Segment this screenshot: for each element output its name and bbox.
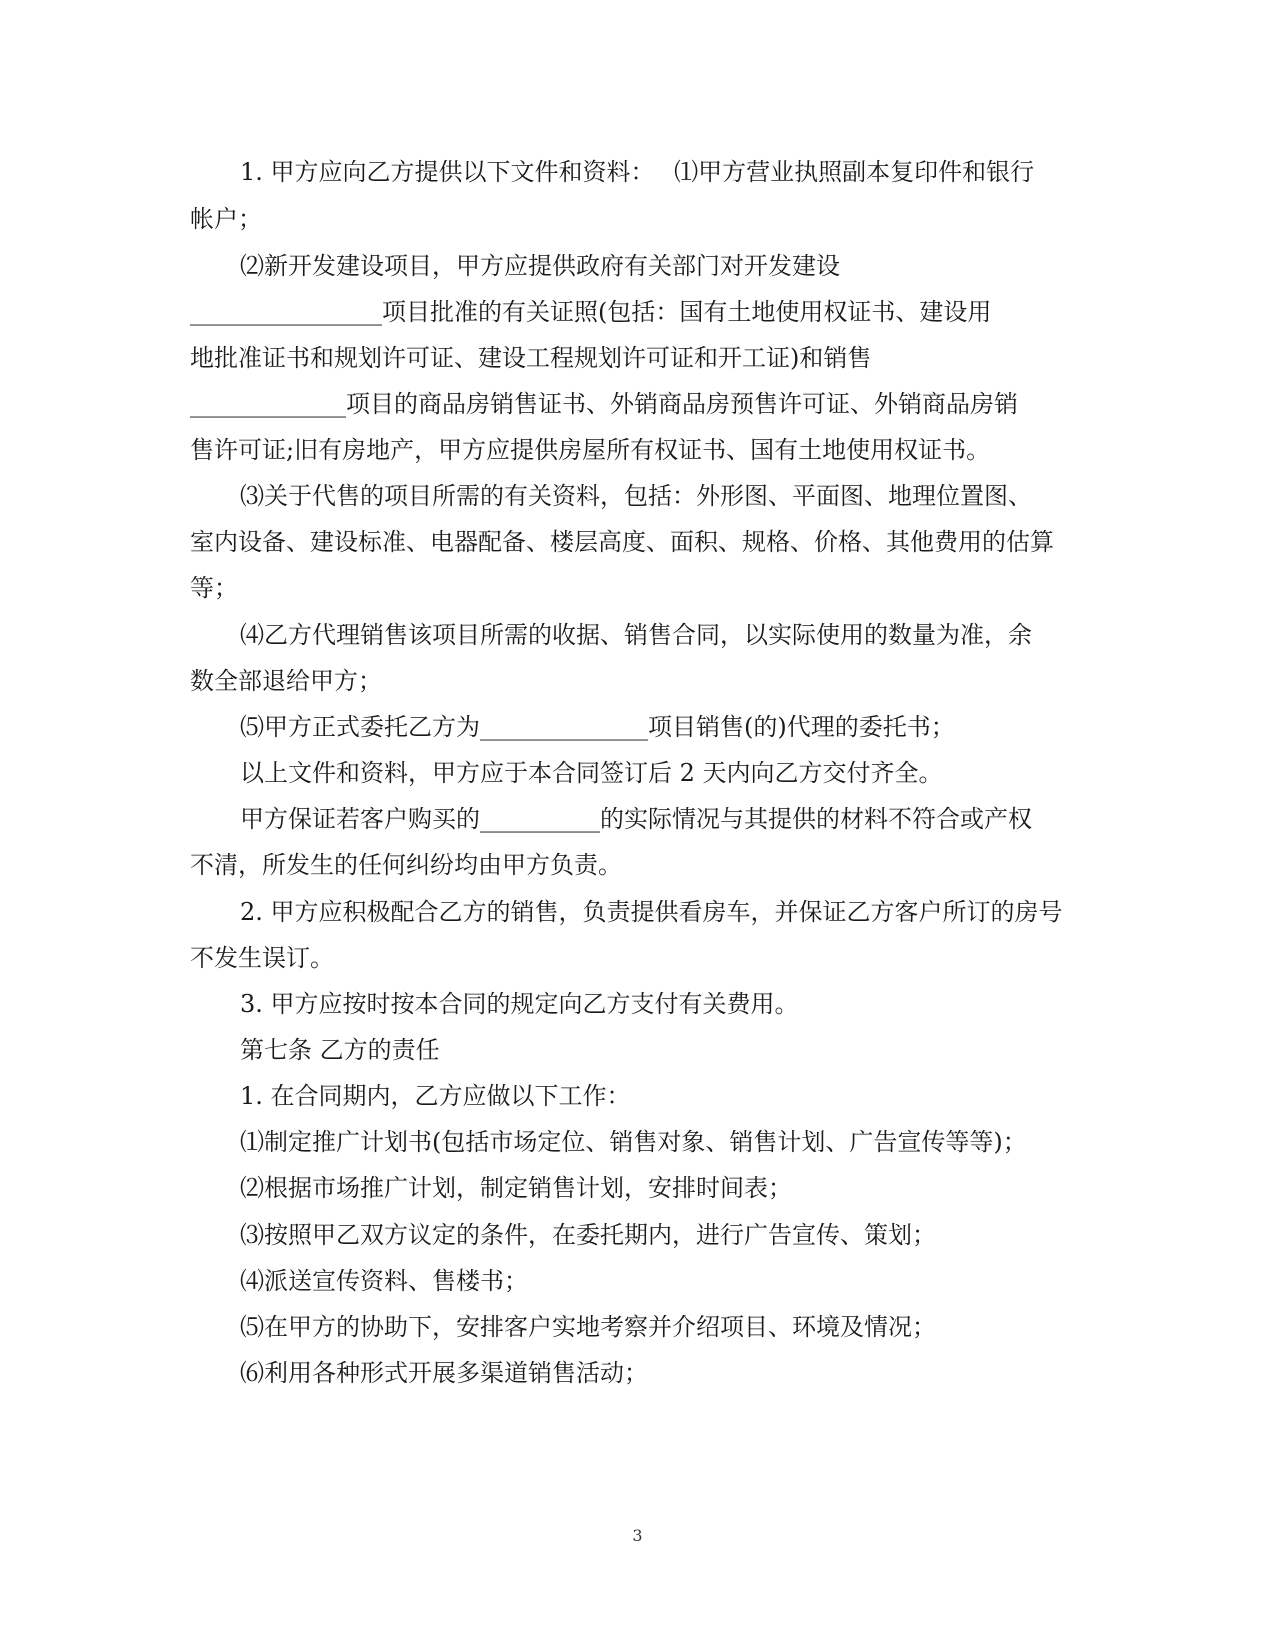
paragraph-line: ⑵新开发建设项目，甲方应提供政府有关部门对开发建设	[240, 252, 840, 280]
paragraph-line: 等；	[190, 574, 238, 602]
paragraph-line: ⑵根据市场推广计划，制定销售计划，安排时间表；	[240, 1174, 792, 1202]
paragraph-line: 售许可证;旧有房地产，甲方应提供房屋所有权证书、国有土地使用权证书。	[190, 436, 991, 464]
paragraph-line: ⑹利用各种形式开展多渠道销售活动；	[240, 1359, 648, 1387]
paragraph-line: ⑸在甲方的协助下，安排客户实地考察并介绍项目、环境及情况；	[240, 1313, 936, 1341]
paragraph-line: 1. 在合同期内，乙方应做以下工作：	[240, 1082, 631, 1110]
paragraph-line: 室内设备、建设标准、电器配备、楼层高度、面积、规格、价格、其他费用的估算	[190, 528, 1054, 556]
paragraph-line: 地批准证书和规划许可证、建设工程规划许可证和开工证)和销售	[190, 344, 872, 372]
paragraph-line: ⑷派送宣传资料、售楼书；	[240, 1267, 528, 1295]
paragraph-line: ⑶按照甲乙双方议定的条件，在委托期内，进行广告宣传、策划；	[240, 1221, 936, 1249]
paragraph-line: ⑴制定推广计划书(包括市场定位、销售对象、销售计划、广告宣传等等)；	[240, 1128, 1027, 1156]
paragraph-line: ⑸甲方正式委托乙方为______________项目销售(的)代理的委托书；	[240, 713, 955, 741]
paragraph-line: 帐户；	[190, 205, 262, 233]
section-heading: 第七条 乙方的责任	[240, 1036, 440, 1064]
paragraph-line: ________________项目批准的有关证照(包括：国有土地使用权证书、建设用	[190, 298, 992, 326]
paragraph-line: 3. 甲方应按时按本合同的规定向乙方支付有关费用。	[240, 990, 799, 1018]
paragraph-line: 不清，所发生的任何纠纷均由甲方负责。	[190, 851, 622, 879]
paragraph-line: 不发生误订。	[190, 944, 334, 972]
paragraph-line: 甲方保证若客户购买的__________的实际情况与其提供的材料不符合或产权	[240, 805, 1032, 833]
paragraph-line: 以上文件和资料，甲方应于本合同签订后 2 天内向乙方交付齐全。	[240, 759, 943, 787]
paragraph-line: 数全部退给甲方；	[190, 667, 382, 695]
page-number: 3	[632, 1526, 643, 1545]
paragraph-line: ⑷乙方代理销售该项目所需的收据、销售合同，以实际使用的数量为准，余	[240, 621, 1032, 649]
paragraph-line: 1. 甲方应向乙方提供以下文件和资料： ⑴甲方营业执照副本复印件和银行	[240, 158, 1035, 186]
paragraph-line: _____________项目的商品房销售证书、外销商品房预售许可证、外销商品房销	[190, 390, 1018, 418]
paragraph-line: 2. 甲方应积极配合乙方的销售，负责提供看房车，并保证乙方客户所订的房号	[240, 898, 1063, 926]
paragraph-line: ⑶关于代售的项目所需的有关资料，包括：外形图、平面图、地理位置图、	[240, 482, 1032, 510]
